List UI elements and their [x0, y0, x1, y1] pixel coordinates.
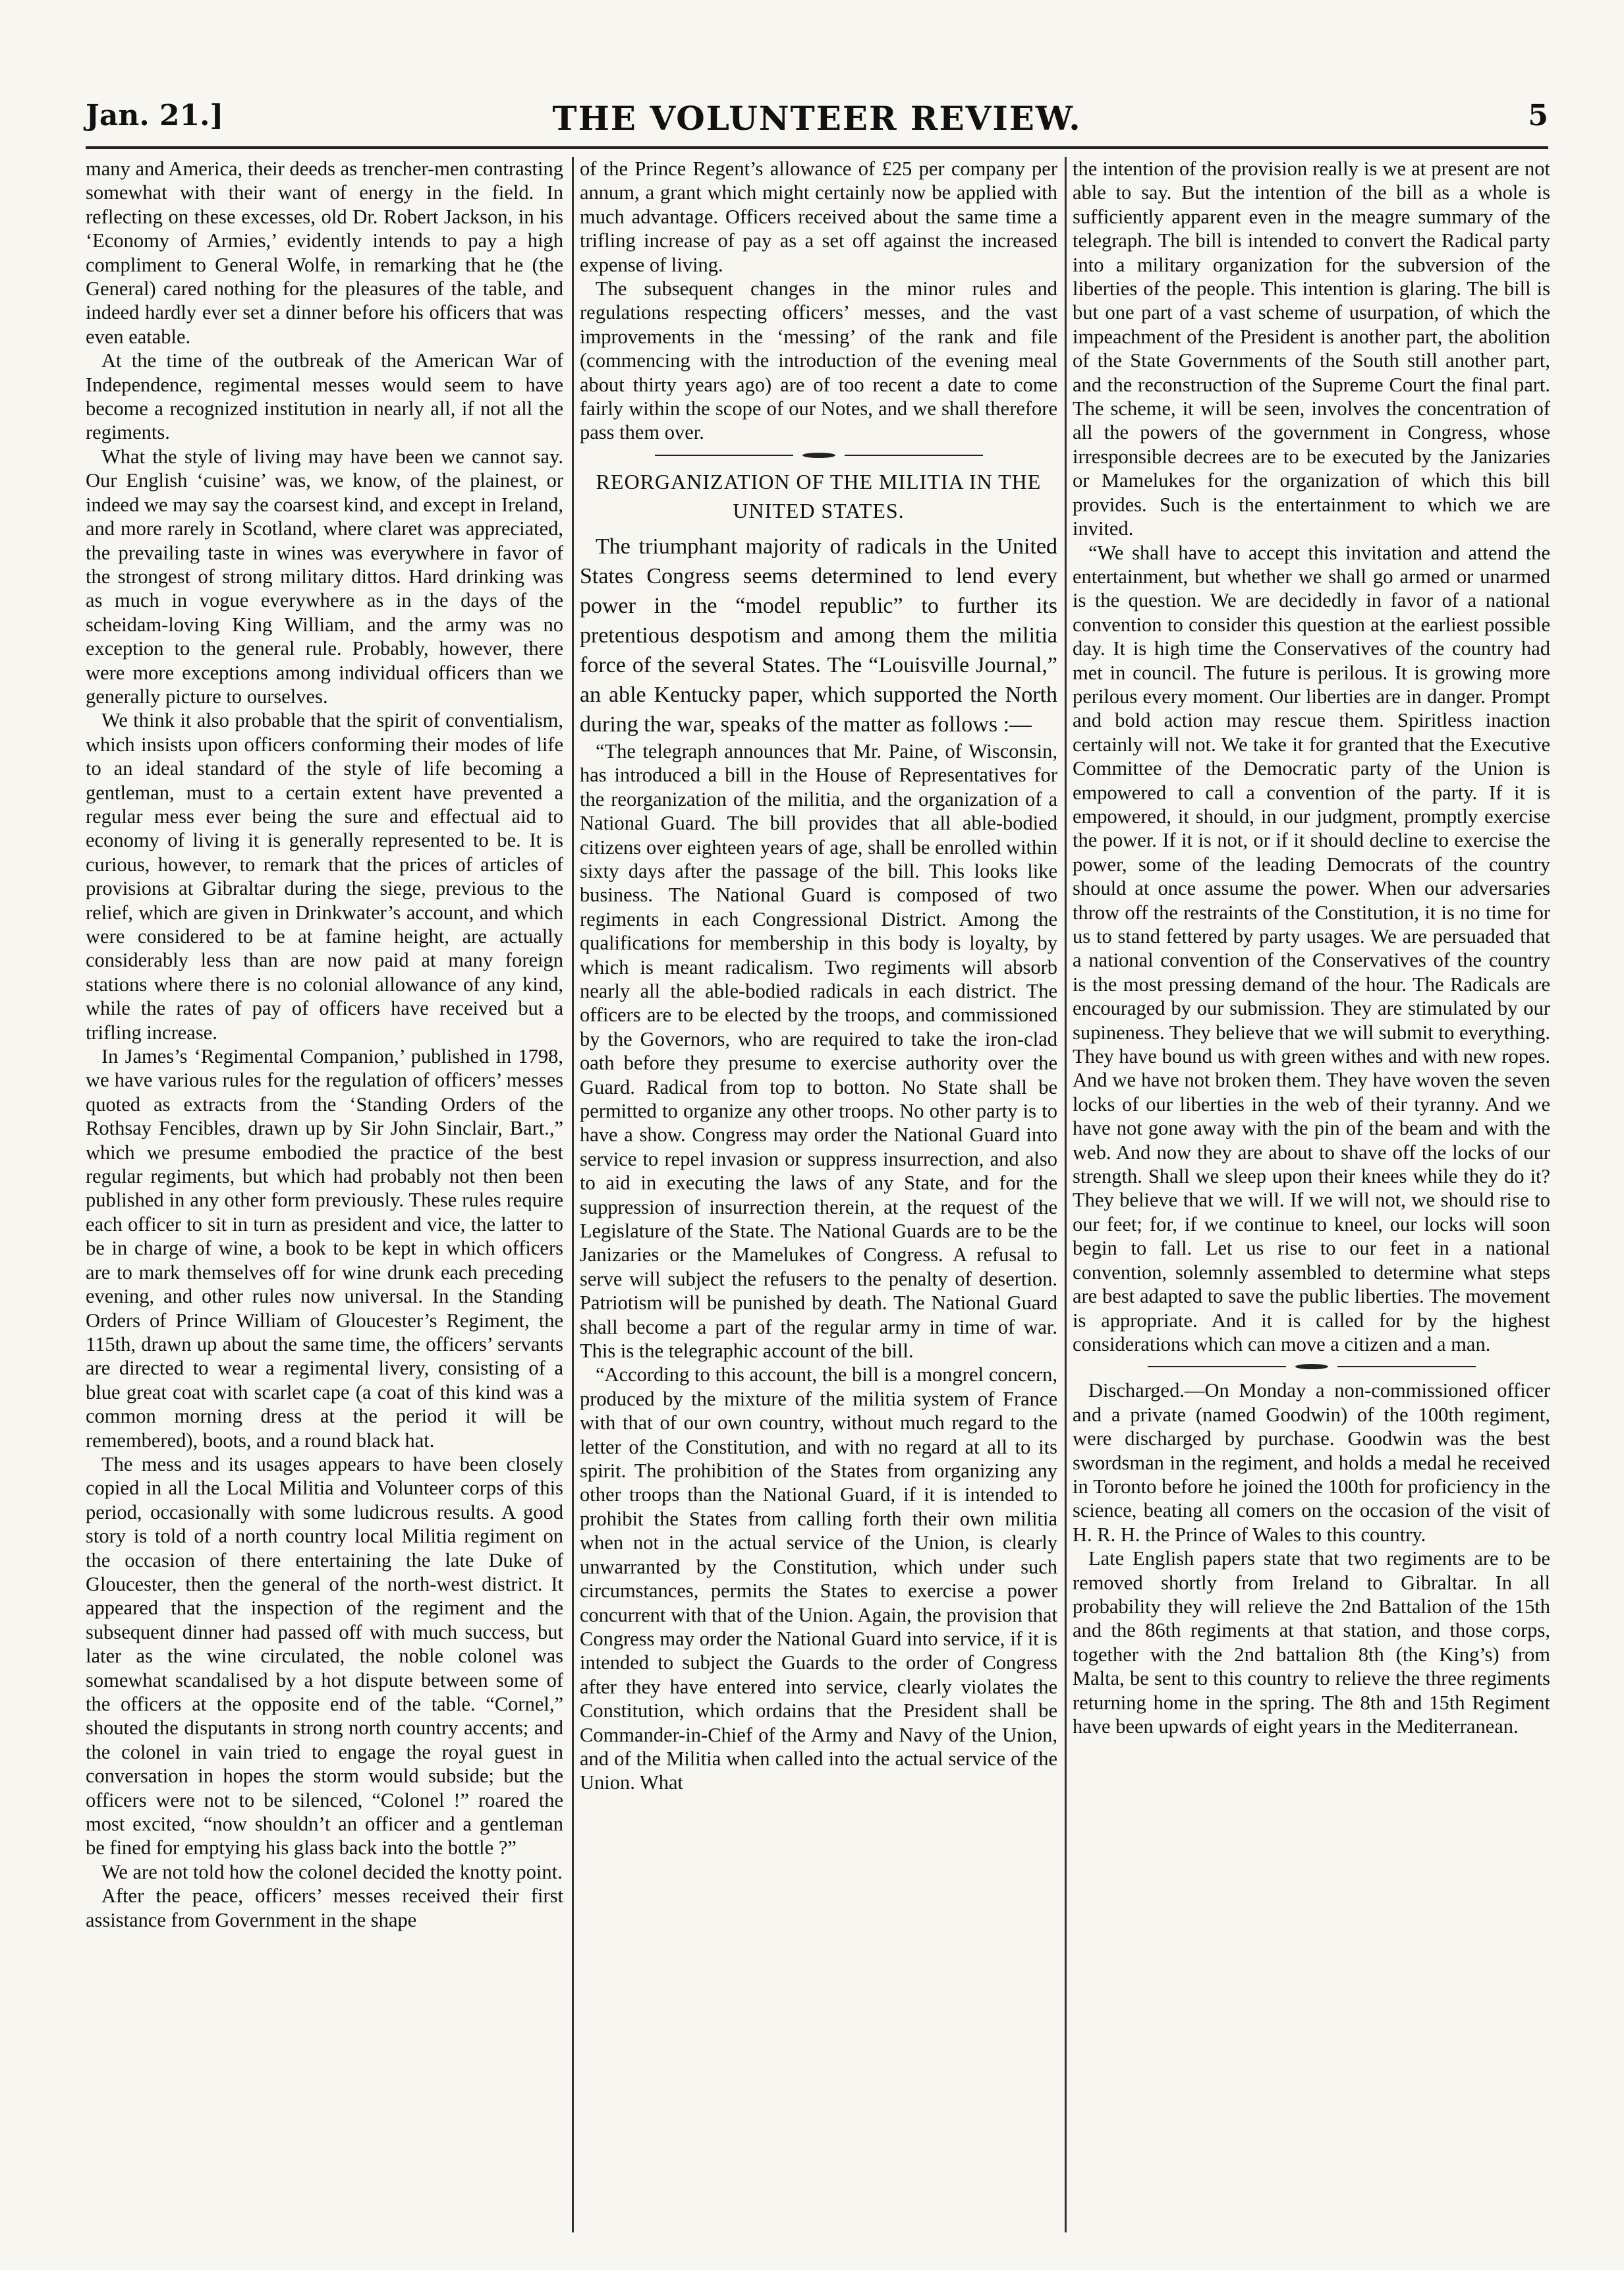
- news-note: Late English papers state that two regiments are to be removed shortly from Ireland to Gibraltar. In all probability they will relieve the 2nd Battalion of the 15th and the 86th regiments at that station, and those corps, together with the 2nd battalion 8th (the King’s) from Malta, be sent to this country to relieve the three regiments returning home in the spring. The 8th and 15th Regiment have been upwards of eight years in the Mediterranean.: [1073, 1547, 1550, 1738]
- paragraph: “The telegraph announces that Mr. Paine, of Wisconsin, has introduced a bill in the House of Representatives for the reorganization of the militia, and the organization of a National Guard. The bill provides that all able-bodied citizens over eighteen years of age, shall be enrolled within sixty days after the passage of the bill. This looks like business. The National Guard is composed of two regiments in each Congressional District. Among the qualifications for membership in this body is loyalty, by which is meant radicalism. Two regiments will absorb nearly all the able-bodied radicals in each district. The officers are to be elected by the troops, and commissioned by the Governors, who are required to take the iron-clad oath before they presume to exercise authority over the Guard. Radical from top to botton. No State shall be permitted to organize any other troops. No other party is to have a show. Congress may order the National Guard into service to repel invasion or suppress insurrection, and also to aid in executing the laws of any State, and for the suppression of insurrection therein, at the request of the Legislature of the State. The National Guards are to be the Janizaries or the Mamelukes of Congress. A refusal to serve will subject the refusers to the penalty of desertion. Patriotism will be punished by death. The National Guard shall become a part of the regular army in time of war. This is the telegraphic account of the bill.: [580, 739, 1057, 1363]
- column-divider: [1065, 157, 1067, 2232]
- column-1: [86, 157, 563, 2239]
- page-header: [86, 99, 1548, 145]
- article-heading: REORGANIZATION OF THE MILITIA IN THE UNITED STATES.: [596, 469, 1042, 523]
- section-divider: [580, 451, 1057, 459]
- paragraph: many and America, their deeds as trencher-men contrasting somewhat with their want of energy in the field. In reflecting on these excesses, old Dr. Robert Jackson, in his ‘Economy of Armies,’ evidently intends to pay a high compliment to General Wolfe, in remarking that he (the General) cared nothing for the pleasures of the table, and indeed hardly ever set a dinner before his officers that was even eatable.: [86, 157, 563, 348]
- paragraph: “According to this account, the bill is a mongrel concern, produced by the mixture of the militia system of France with that of our own country, without much regard to the letter of the Constitution, and with no regard at all to its spirit. The prohibition of the States from organizing any other troops than the National Guard, if it is intended to prohibit the States from calling forth their own militia when not in the actual service of the Union, is clearly unwarranted by the Constitution, which under such circumstances, permits the States to exercise a power concurrent with that of the Union. Again, the provision that Congress may order the National Guard into service, if it is intended to subject the Guards to the order of Congress after they have entered into service, clearly violates the Constitution, which ordains that the President shall be Commander-in-Chief of the Army and Navy of the Union, and of the Militia when called into the actual service of the Union. What: [580, 1363, 1057, 1794]
- paragraph: At the time of the outbreak of the American War of Independence, regimental messes would seem to have become a recognized institution in nearly all, if not all the regiments.: [86, 349, 563, 444]
- paragraph: “We shall have to accept this invitation and attend the entertainment, but whether we shall go armed or unarmed is the question. We are decidedly in favor of a national convention to consider this question at the earliest possible day. It is high time the Conservatives of the country had met in council. The future is perilous. It is growing more perilous every moment. Our liberties are in danger. Prompt and bold action may rescue them. Spiritless inaction certainly will not. We take it for granted that the Executive Committee of the Democratic party of the Union is empowered to call a convention of the party. If it is empowered, it should, in our judgment, promptly exercise the power. If it is not, or if it should decline to exercise the power, some of the leading Democrats of the country should at once assume the power. When our adversaries throw off the restraints of the Constitution, it is no time for us to stand fettered by party usages. We are persuaded that a national convention of the Conservatives of the country is the most pressing demand of the hour. The Radicals are encouraged by our submission. They are stimulated by our supineness. They believe that we will submit to everything. They have bound us with green withes and with new ropes. And we have not broken them. They have woven the seven locks of our liberties in the web of their tyranny. And we have not gone away with the pin of the beam and with the web. And now they are about to shave off the locks of our strength. Shall we sleep upon their knees while they do it? They believe that we will. If we will not, we should rise to our feet; for, if we continue to kneel, our locks will soon begin to fall. Let us rise to our feet in a national convention, solemnly assembled to determine what steps are best adapted to save the public liberties. The movement is appropriate. And it is called for by the highest considerations which can move a citizen and a man.: [1073, 541, 1550, 1355]
- column-3: [1073, 157, 1550, 2239]
- divider-line: [655, 455, 793, 456]
- paragraph: the intention of the provision really is we at present are not able to say. But the intention of the bill as a whole is sufficiently apparent even in the meagre summary of the telegraph. The bill is intended to convert the Radical party into a military organization for the subversion of the liberties of the people. This intention is glaring. The bill is but one part of a vast scheme of usurpation, of which the impeachment of the President is another part, the abolition of the State Governments of the South still another part, and the reconstruction of the Supreme Court the final part. The scheme, it will be seen, involves the concentration of all the powers of the government in Congress, whose irresponsible decrees are to be executed by the Janizaries or Mamelukes for the organization of which this bill provides. Such is the entertainment to which we are invited.: [1073, 157, 1550, 540]
- page-number: 5: [1528, 99, 1548, 132]
- article-intro: [580, 532, 1057, 739]
- news-note: Discharged.—On Monday a non-commissioned officer and a private (named Goodwin) of the 100th regiment, were discharged by purchase. Goodwin was the best swordsman in the regiment, and holds a medal he received in Toronto before he joined the 100th for proficiency in the science, beating all comers on the occasion of the visit of H. R. H. the Prince of Wales to this country.: [1073, 1379, 1550, 1546]
- divider-line: [1337, 1366, 1476, 1367]
- divider-line: [1148, 1366, 1286, 1367]
- divider-ornament: [796, 451, 842, 459]
- paragraph: In James’s ‘Regimental Companion,’ published in 1798, we have various rules for the regulation of officers’ messes quoted as extracts from the ‘Standing Orders of the Rothsay Fencibles, drawn up by Sir John Sinclair, Bart.,” which we presume embodied the practice of the best regular regiments, but which had probably not then been published in any other form previously. These rules require each officer to sit in turn as president and vice, the latter to be in charge of wine, a book to be kept in which officers are to mark themselves off for wine drunk each preceding evening, and other rules now universal. In the Standing Orders of Prince William of Gloucester’s Regiment, the 115th, drawn up about the same time, the officers’ servants are directed to wear a regimental livery, consisting of a blue great coat with scarlet cape (a coat of this kind was a common morning dress at the period it will be remembered), boots, and a round black hat.: [86, 1045, 563, 1452]
- header-rule: [86, 146, 1548, 149]
- column-divider: [572, 157, 574, 2232]
- publication-title: THE VOLUNTEER REVIEW.: [552, 99, 1082, 138]
- paragraph: After the peace, officers’ messes received their first assistance from Government in the shape: [86, 1885, 563, 1931]
- paragraph: We think it also probable that the spirit of conventialism, which insists upon officers conforming their modes of life to an ideal standard of the style of life becoming a gentleman, must to a certain extent have prevented a regular mess ever being the sure and effectual aid to economy of living it is generally represented to be. It is curious, however, to remark that the prices of articles of provisions at Gibraltar during the siege, previous to the relief, which are given in Drinkwater’s account, and which were considered to be at famine height, are actually considerably less than are now paid at many foreign stations where there is no colonial allowance of any kind, while the rates of pay of officers have received but a trifling increase.: [86, 709, 563, 1044]
- divider-line: [845, 455, 983, 456]
- paragraph: The triumphant majority of radicals in the United States Congress seems determined to lend every power in the “model republic” to further its pretentious despotism and among them the militia force of the several States. The “Louisville Journal,” an able Kentucky paper, which supported the North during the war, speaks of the matter as follows :—: [580, 534, 1057, 737]
- divider-ornament: [1289, 1363, 1335, 1371]
- paragraph: What the style of living may have been we cannot say. Our English ‘cuisine’ was, we know, of the plainest, or indeed we may say the coarsest kind, and except in Ireland, and more rarely in Scotland, where claret was appreciated, the prevailing taste in wines was everywhere in favor of the strongest of strong military dittos. Hard drinking was as much in vogue everywhere as in the days of the scheidam-loving King William, and the army was no exception to the general rule. Probably, however, there were more exceptions among individual officers than we generally picture to ourselves.: [86, 445, 563, 708]
- section-divider: [1073, 1363, 1550, 1371]
- column-2: [580, 157, 1057, 2239]
- paragraph: The subsequent changes in the minor rules and regulations respecting officers’ messes, and the vast improvements in the ‘messing’ of the rank and file (commencing with the introduction of the evening meal about thirty years ago) are of too recent a date to come fairly within the scope of our Notes, and we shall therefore pass them over.: [580, 277, 1057, 444]
- paragraph: The mess and its usages appears to have been closely copied in all the Local Militia and Volunteer corps of this period, occasionally with some ludicrous results. A good story is told of a north country local Militia regiment on the occasion of there entertaining the late Duke of Gloucester, then the general of the north-west district. It appeared that the inspection of the regiment and the subsequent dinner had passed off with much success, but later as the wine circulated, the noble colonel was somewhat scandalised by a hot dispute between some of the officers at the opposite end of the table. “Cornel,” shouted the disputants in strong north country accents; and the colonel in vain tried to engage the royal guest in conversation in hopes the storm would subside; but the officers were not to be silenced, “Colonel !” roared the most excited, “now shouldn’t an officer and a gentleman be fined for emptying his glass back into the bottle ?”: [86, 1452, 563, 1859]
- issue-date: Jan. 21.]: [86, 99, 224, 132]
- paragraph: We are not told how the colonel decided the knotty point.: [101, 1860, 563, 1883]
- paragraph: of the Prince Regent’s allowance of £25 per company per annum, a grant which might certainly now be applied with much advantage. Officers received about the same time a trifling increase of pay as a set off against the increased expense of living.: [580, 157, 1057, 276]
